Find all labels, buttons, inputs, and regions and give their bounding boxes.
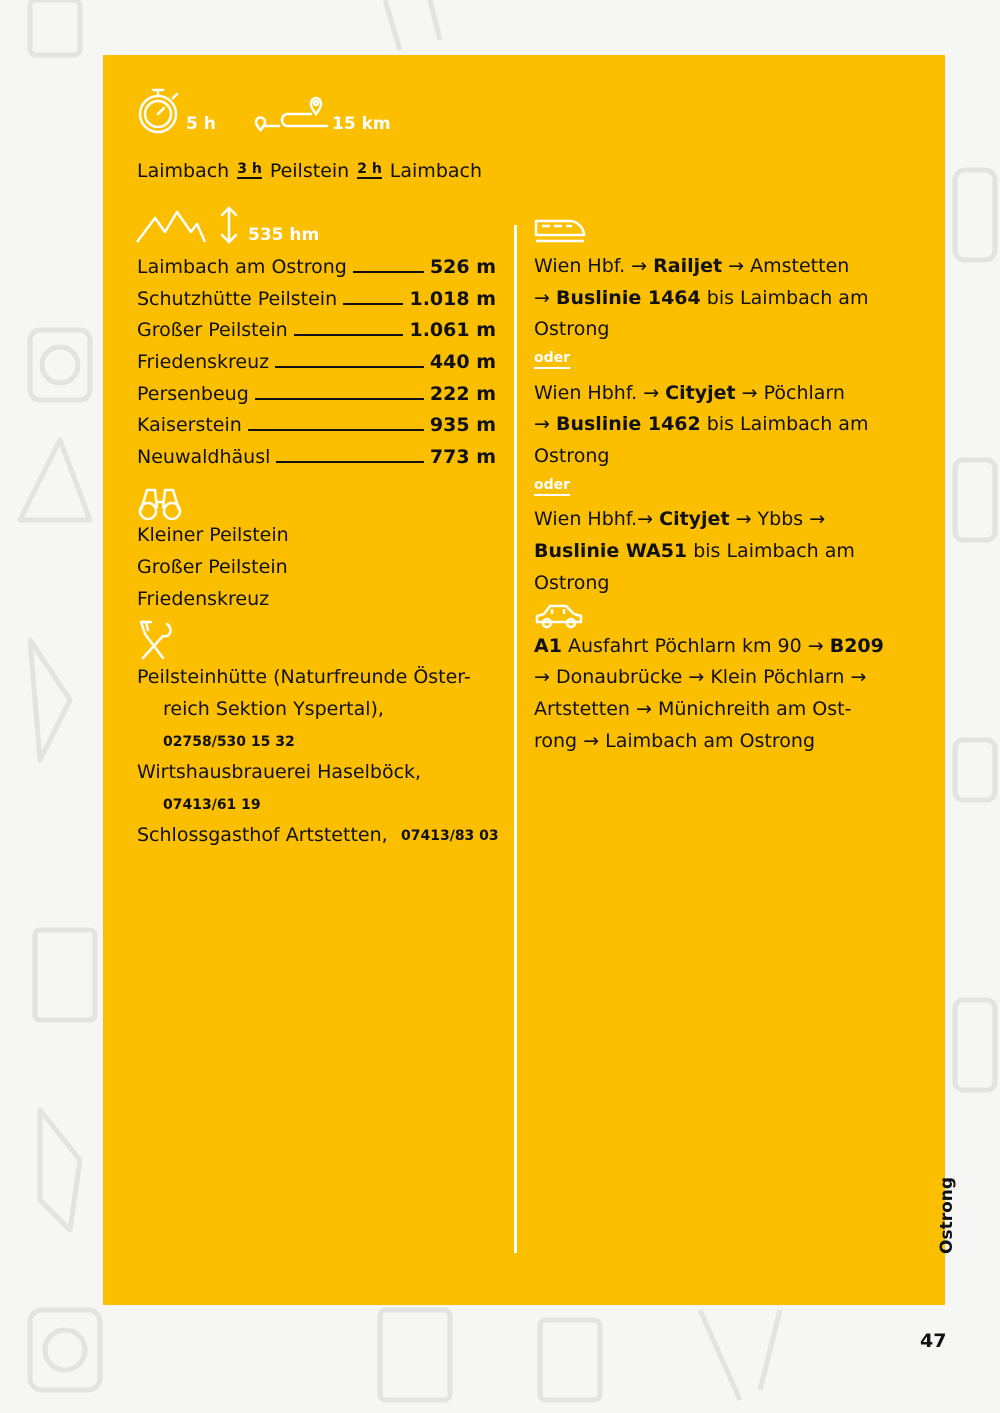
or-separator: oder xyxy=(534,350,570,369)
restaurant-line2: reich Sektion Yspertal), xyxy=(163,698,384,720)
route-end: Laimbach xyxy=(389,160,483,182)
elevation-row xyxy=(137,409,496,441)
car-direction-line: → Donaubrücke → Klein Pöchlarn → xyxy=(534,666,867,688)
page-number: 47 xyxy=(920,1330,947,1352)
train-icon xyxy=(534,217,586,245)
car-direction-line: A1 Ausfahrt Pöchlarn km 90 → B209 xyxy=(534,635,884,657)
elevation-value: 440 m xyxy=(429,350,496,373)
viewpoint-item: Großer Peilstein xyxy=(137,556,288,578)
elevation-row xyxy=(137,441,496,473)
route-summary xyxy=(137,156,482,188)
route-mid: Peilstein xyxy=(269,160,350,182)
distance-value: 15 km xyxy=(332,114,391,134)
elevation-place: Großer Peilstein xyxy=(137,318,288,341)
elevation-place: Persenbeug xyxy=(137,382,249,405)
viewpoint-item: Friedenskreuz xyxy=(137,588,270,610)
transit-line: → Buslinie 1462 bis Laimbach am xyxy=(534,413,869,435)
or-separator: oder xyxy=(534,477,570,496)
elevation-row xyxy=(137,251,496,283)
restaurant-phone: 07413/61 19 xyxy=(163,797,261,813)
transit-line: Ostrong xyxy=(534,572,610,594)
restaurant-name: Schlossgasthof Artstetten, xyxy=(137,824,388,846)
restaurant-phone: 02758/530 15 32 xyxy=(163,734,295,750)
elevation-value: 1.018 m xyxy=(409,287,496,310)
transit-line: Wien Hbf. → Railjet → Amstetten xyxy=(534,255,850,277)
ascent-arrow-icon xyxy=(218,205,240,245)
elevation-row xyxy=(137,283,496,315)
elevation-value: 935 m xyxy=(429,413,496,436)
transit-line: → Buslinie 1464 bis Laimbach am xyxy=(534,287,869,309)
route-icon xyxy=(253,88,331,134)
binoculars-icon xyxy=(137,486,183,520)
elevation-row xyxy=(137,346,496,378)
car-icon xyxy=(534,602,584,630)
stopwatch-icon xyxy=(136,86,182,136)
leader-line xyxy=(248,429,424,431)
elevation-row xyxy=(137,378,496,410)
elevation-place: Kaiserstein xyxy=(137,413,242,436)
restaurant-line1: Peilsteinhütte (Naturfreunde Öster- xyxy=(137,666,471,688)
car-direction-line: Artstetten → Münichreith am Ost- xyxy=(534,698,852,720)
transit-line: Buslinie WA51 bis Laimbach am xyxy=(534,540,855,562)
route-leg2-duration: 2 h xyxy=(357,161,382,177)
transit-line: Ostrong xyxy=(534,445,610,467)
restaurant-name: Wirtshausbrauerei Haselböck, xyxy=(137,761,422,783)
transit-line: Wien Hbhf. → Cityjet → Pöchlarn xyxy=(534,382,845,404)
transit-line: Ostrong xyxy=(534,318,610,340)
cutlery-icon xyxy=(137,620,173,660)
elevation-place: Friedenskreuz xyxy=(137,350,270,373)
restaurant-phone: 07413/83 03 xyxy=(401,828,499,844)
elevation-value: 773 m xyxy=(429,445,496,468)
elevation-row xyxy=(137,314,496,346)
elevation-place: Neuwaldhäusl xyxy=(137,445,271,468)
elevation-value: 222 m xyxy=(429,382,496,405)
elevation-place: Laimbach am Ostrong xyxy=(137,255,347,278)
side-section-label: Ostrong xyxy=(937,1176,957,1254)
elevation-value: 526 m xyxy=(429,255,496,278)
leader-line xyxy=(276,461,424,463)
elevation-value: 1.061 m xyxy=(409,318,496,341)
leader-line xyxy=(275,366,424,368)
route-start: Laimbach xyxy=(137,160,230,182)
column-divider xyxy=(514,225,517,1253)
leader-line xyxy=(343,303,403,305)
ascent-value: 535 hm xyxy=(248,225,320,245)
mountains-icon xyxy=(135,210,207,244)
leader-line xyxy=(255,398,424,400)
viewpoint-item: Kleiner Peilstein xyxy=(137,524,289,546)
duration-value: 5 h xyxy=(186,114,216,134)
car-direction-line: rong → Laimbach am Ostrong xyxy=(534,730,816,752)
route-leg1-duration: 3 h xyxy=(237,161,262,177)
transit-line: Wien Hbhf.→ Cityjet → Ybbs → xyxy=(534,508,826,530)
elevation-place: Schutzhütte Peilstein xyxy=(137,287,338,310)
leader-line xyxy=(294,334,404,336)
leader-line xyxy=(353,271,424,273)
